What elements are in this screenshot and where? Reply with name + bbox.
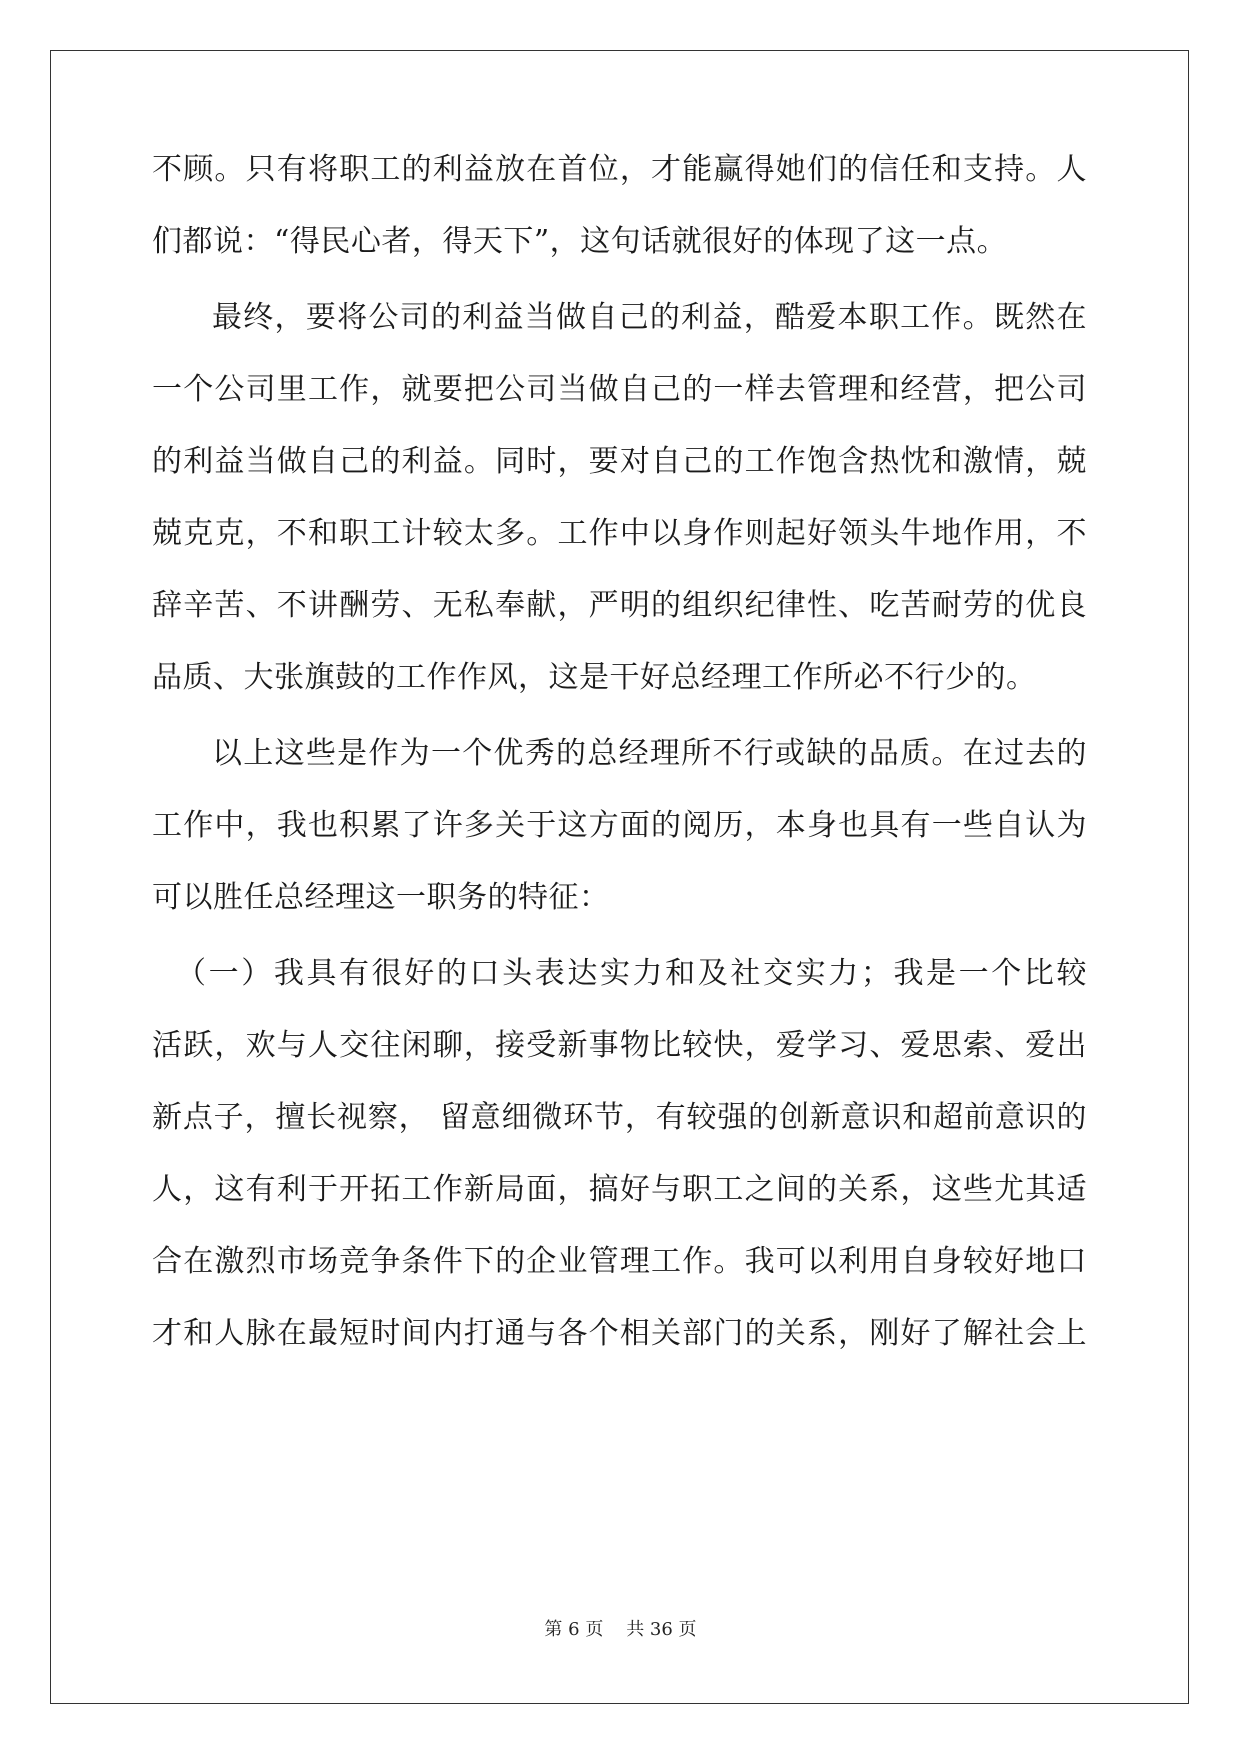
body-line-17: 才和人脉在最短时间内打通与各个相关部门的关系，刚好了解社会上 <box>152 1316 1087 1351</box>
body-line-3: 最终，要将公司的利益当做自己的利益，酷爱本职工作。既然在 <box>212 300 1087 335</box>
body-line-15: 人，这有利于开拓工作新局面，搞好与职工之间的关系，这些尤其适 <box>152 1172 1087 1207</box>
page-number-label: 第 6 页 共 36 页 <box>544 1619 697 1640</box>
body-line-5: 的利益当做自己的利益。同时，要对自己的工作饱含热忱和激情，兢 <box>152 444 1087 479</box>
body-line-16: 合在激烈市场竞争条件下的企业管理工作。我可以利用自身较好地口 <box>152 1244 1087 1279</box>
body-line-13: 活跃，欢与人交往闲聊，接受新事物比较快，爱学习、爱思索、爱出 <box>152 1028 1087 1063</box>
body-line-1: 不顾。只有将职工的利益放在首位，才能赢得她们的信任和支持。人 <box>152 152 1087 187</box>
body-line-8: 品质、大张旗鼓的工作作风，这是干好总经理工作所必不行少的。 <box>152 660 1037 695</box>
body-line-7: 辞辛苦、不讲酬劳、无私奉献，严明的组织纪律性、吃苦耐劳的优良 <box>152 588 1087 623</box>
body-line-4: 一个公司里工作，就要把公司当做自己的一样去管理和经营，把公司 <box>152 372 1087 407</box>
body-line-6: 兢克克，不和职工计较太多。工作中以身作则起好领头牛地作用，不 <box>152 516 1087 551</box>
body-line-2: 们都说：“得民心者，得天下”，这句话就很好的体现了这一点。 <box>152 224 1008 259</box>
page-number-footer <box>0 1618 1241 1642</box>
body-line-9: 以上这些是作为一个优秀的总经理所不行或缺的品质。在过去的 <box>212 736 1087 771</box>
body-line-11: 可以胜任总经理这一职务的特征： <box>152 880 610 915</box>
body-line-14: 新点子，擅长视察， 留意细微环节，有较强的创新意识和超前意识的 <box>152 1100 1087 1135</box>
body-line-12: （一）我具有很好的口头表达实力和及社交实力；我是一个比较 <box>176 956 1087 991</box>
body-line-10: 工作中，我也积累了许多关于这方面的阅历，本身也具有一些自认为 <box>152 808 1087 843</box>
